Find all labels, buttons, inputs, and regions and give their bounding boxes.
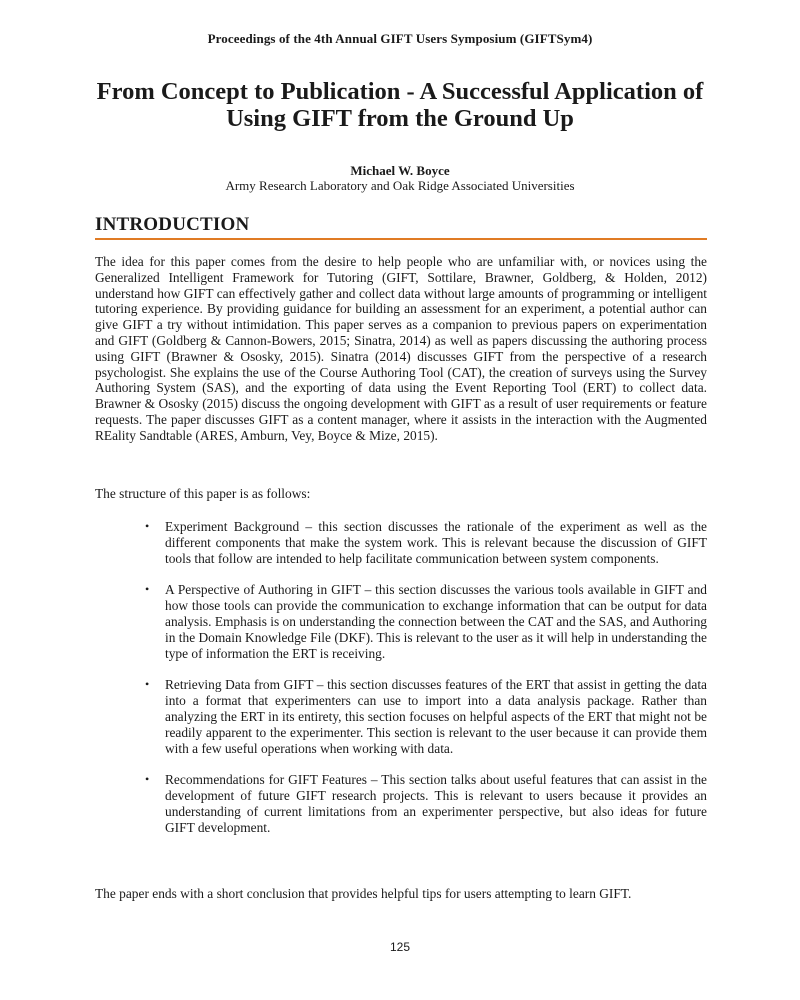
list-item-text: Recommendations for GIFT Features – This section talks about useful features that can assist in the development of future GIFT research projects. This is relevant to users because it provides an understanding of current limitations from an experimenter perspective, but also ideas for future GIFT development. (165, 772, 707, 835)
intro-paragraph: The idea for this paper comes from the desire to help people who are unfamiliar with, or novices using the Generalized Intelligent Framework for Tutoring (GIFT, Sottilare, Brawner, Goldberg, & Holden, 2012) understand how GIFT can effectively gather and collect data without large amounts of programming or intelligent tutoring experience. By providing guidance for building an assessment for an experiment, a potential author can give GIFT a try without intimidation. This paper serves as a companion to previous papers on experimentation and GIFT (Goldberg & Cannon-Bowers, 2015; Sinatra, 2014) as well as papers discussing the authoring process using GIFT (Brawner & Ososky, 2015). Sinatra (2014) discusses GIFT from the perspective of a research psychologist. She explains the use of the Course Authoring Tool (CAT), the creation of surveys using the Survey Authoring System (SAS), and the exporting of data using the Event Reporting Tool (ERT) to collect data. Brawner & Ososky (2015) discuss the ongoing development with GIFT as a result of user requirements or feature requests. The paper discusses GIFT as a content manager, where it assists in the interaction with the Augmented REality Sandtable (ARES, Amburn, Vey, Boyce & Mize, 2015). (95, 254, 707, 443)
title-line-1: From Concept to Publication - A Successful Application of (96, 78, 704, 105)
title-line-2: Using GIFT from the Ground Up (226, 105, 574, 132)
page-number: 125 (389, 940, 411, 954)
section-heading: INTRODUCTION (95, 214, 250, 235)
list-item (95, 582, 707, 661)
author-name: Michael W. Boyce (350, 163, 450, 178)
bullet-icon: • (145, 582, 150, 597)
bullet-icon: • (145, 772, 150, 787)
list-item-text: A Perspective of Authoring in GIFT – this section discusses the various tools available in GIFT and how those tools can provide the communication to exchange information that can be output for data analysis. Emphasis is on understanding the connection between the CAT and the SAS, and Authoring in the Domain Knowledge File (DKF). This is relevant to the user as it will help in understanding the type of information the ERT is receiving. (165, 582, 707, 661)
structure-intro: The structure of this paper is as follows: (95, 486, 311, 501)
list-item (95, 772, 707, 835)
bullet-icon: • (145, 519, 150, 533)
list-item-text: Retrieving Data from GIFT – this section discusses features of the ERT that assist in getting the data into a format that experimenters can use to import into a data analysis package. Rather than analyzing the ERT in its entirety, this section focuses on helpful aspects of the ERT that might not be readily apparent to the experimenter. This section is relevant to the user because it can provide them with a few useful operations when working with data. (165, 677, 707, 756)
running-header: Proceedings of the 4th Annual GIFT Users Symposium (GIFTSym4) (207, 31, 593, 46)
section-rule (95, 238, 707, 240)
closing-paragraph: The paper ends with a short conclusion that provides helpful tips for users attempting to learn GIFT. (95, 886, 632, 901)
list-item (95, 677, 707, 756)
paper-title (60, 78, 740, 132)
bullet-icon: • (145, 677, 150, 692)
list-item (95, 519, 707, 566)
author-affiliation: Army Research Laboratory and Oak Ridge Associated Universities (225, 178, 575, 193)
structure-list (95, 519, 707, 852)
list-item-text: Experiment Background – this section discusses the rationale of the experiment as well as the different components that make the system work. This is relevant because the discussion of GIFT tools that follow are intended to help facilitate communication between system components. (165, 519, 707, 566)
